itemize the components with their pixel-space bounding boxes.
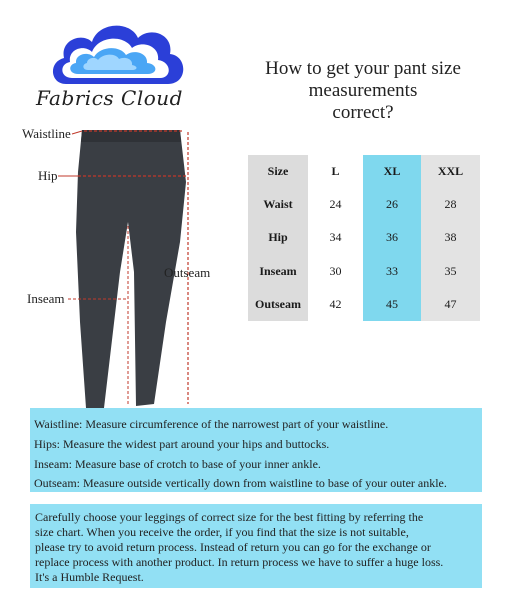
table-cell: 26 (363, 188, 421, 221)
waistline-label: Waistline (22, 126, 71, 141)
note-hips: Hips: Measure the widest part around your hips and buttocks. (34, 437, 330, 451)
header-cell-size: Size (248, 155, 308, 188)
note-outseam: Outseam: Measure outside vertically down from waistline to base of your outer ankle. (34, 476, 447, 490)
inseam-label: Inseam (27, 291, 65, 306)
row-label: Hip (248, 221, 308, 254)
table-cell: 38 (421, 221, 480, 254)
size-chart-table (248, 155, 480, 321)
advice-line: Carefully choose your leggings of correct size for the best fitting by referring the (35, 510, 424, 524)
table-row (248, 221, 480, 254)
header-cell-xxl: XXL (421, 155, 480, 188)
row-label: Outseam (248, 288, 308, 321)
page-heading (238, 58, 488, 124)
header-cell-l: L (308, 155, 363, 188)
advice-line: size chart. When you receive the order, if you find that the size is not suitable, (35, 525, 409, 539)
table-cell: 47 (421, 288, 480, 321)
table-header-row (248, 155, 480, 188)
table-cell: 45 (363, 288, 421, 321)
table-row (248, 255, 480, 288)
row-label: Waist (248, 188, 308, 221)
heading-line-1: How to get your pant size (265, 58, 461, 79)
table-cell: 33 (363, 255, 421, 288)
header-cell-xl: XL (363, 155, 421, 188)
advice-line: please try to avoid return process. Instead of return you can go for the exchange or (35, 540, 431, 554)
table-row (248, 188, 480, 221)
advice-line: It's a Humble Request. (35, 570, 144, 584)
outseam-label: Outseam (164, 265, 211, 280)
table-row (248, 288, 480, 321)
row-label: Inseam (248, 255, 308, 288)
brand-name: Fabrics Cloud (36, 86, 183, 110)
heading-line-3: correct? (332, 102, 394, 123)
hip-label: Hip (38, 168, 58, 183)
heading-line-2: measurements (308, 80, 418, 101)
advice-box (30, 504, 482, 588)
table-cell: 36 (363, 221, 421, 254)
advice-line: replace process with another product. In return process we have to suffer a huge loss. (35, 555, 444, 569)
table-cell: 28 (421, 188, 480, 221)
table-cell: 24 (308, 188, 363, 221)
table-cell: 34 (308, 221, 363, 254)
table-cell: 35 (421, 255, 480, 288)
table-cell: 42 (308, 288, 363, 321)
note-inseam: Inseam: Measure base of crotch to base of your inner ankle. (34, 457, 321, 471)
note-waistline: Waistline: Measure circumference of the narrowest part of your waistline. (34, 417, 389, 431)
table-cell: 30 (308, 255, 363, 288)
measurement-notes-box (30, 408, 482, 492)
